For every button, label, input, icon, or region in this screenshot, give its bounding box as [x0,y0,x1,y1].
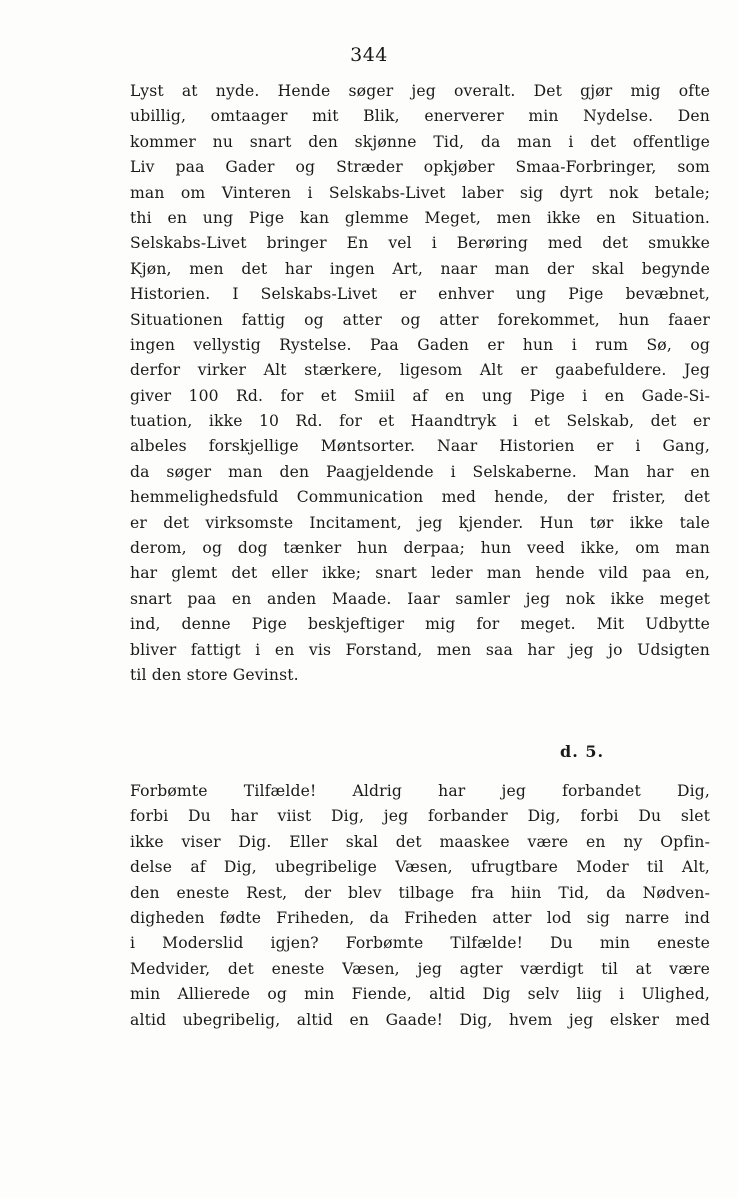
text-line: man om Vinteren i Selskabs-Livet laber sig dyrt nok betale; [130,183,710,202]
text-line: har glemt det eller ikke; snart leder man hende vild paa en, [130,564,710,583]
text-line: ubillig, omtaager mit Blik, enerverer min Nydelse. Den [130,107,710,126]
date-heading: d. 5. [560,742,605,761]
text-line: kommer nu snart den skjønne Tid, da man i det offentlige [130,132,710,151]
text-line: derfor virker Alt stærkere, ligesom Alt er gaabefuldere. Jeg [130,361,710,380]
text-line: altid ubegribelig, altid en Gaade! Dig, hvem jeg elsker med [130,1010,710,1029]
text-line: min Allierede og min Fiende, altid Dig selv liig i Ulighed, [130,985,710,1004]
text-line: Liv paa Gader og Stræder opkjøber Smaa-Forbringer, som [130,158,710,177]
text-line: delse af Dig, ubegribelige Væsen, ufrugtbare Moder til Alt, [130,858,710,877]
text-line: derom, og dog tænker hun derpaa; hun veed ikke, om man [130,539,710,558]
paragraph-1 [130,79,710,688]
text-line: thi en ung Pige kan glemme Meget, men ikke en Situation. [130,208,710,227]
text-line: ind, denne Pige beskjeftiger mig for meget. Mit Udbytte [130,615,710,634]
text-line: da søger man den Paagjeldende i Selskaberne. Man har en [130,462,710,481]
text-line: Medvider, det eneste Væsen, jeg agter værdigt til at være [130,959,710,978]
text-line: giver 100 Rd. for et Smiil af en ung Pige i en Gade-Si- [130,386,710,405]
text-line: snart paa en anden Maade. Iaar samler jeg nok ikke meget [130,589,710,608]
text-line: digheden fødte Friheden, da Friheden atter lod sig narre ind [130,908,710,927]
text-line: forbi Du har viist Dig, jeg forbander Dig, forbi Du slet [130,807,710,826]
text-line: Selskabs-Livet bringer En vel i Berøring med det smukke [130,234,710,253]
text-line: ikke viser Dig. Eller skal det maaskee være en ny Opfin- [130,832,710,851]
text-line: Historien. I Selskabs-Livet er enhver ung Pige bevæbnet, [130,285,710,304]
text-line: hemmelighedsfuld Communication med hende, der frister, det [130,488,710,507]
text-line: er det virksomste Incitament, jeg kjender. Hun tør ikke tale [130,513,710,532]
text-line: tuation, ikke 10 Rd. for et Haandtryk i et Selskab, det er [130,412,710,431]
text-line: til den store Gevinst. [130,665,299,684]
text-line: Forbømte Tilfælde! Aldrig har jeg forbandet Dig, [130,782,710,800]
text-line: bliver fattigt i en vis Forstand, men saa har jeg jo Udsigten [130,640,710,659]
text-line: Lyst at nyde. Hende søger jeg overalt. Det gjør mig ofte [130,82,710,100]
text-line: ingen vellystig Rystelse. Paa Gaden er hun i rum Sø, og [130,335,710,354]
page-number: 344 [350,44,388,66]
text-line: Situationen fattig og atter og atter forekommet, hun faaer [130,310,710,329]
paragraph-2 [130,779,710,1033]
text-line: i Moderslid igjen? Forbømte Tilfælde! Du min eneste [130,934,710,953]
text-line: Kjøn, men det har ingen Art, naar man der skal begynde [130,259,710,278]
text-line: albeles forskjellige Møntsorter. Naar Historien er i Gang, [130,437,710,456]
text-line: den eneste Rest, der blev tilbage fra hiin Tid, da Nødven- [130,883,710,902]
